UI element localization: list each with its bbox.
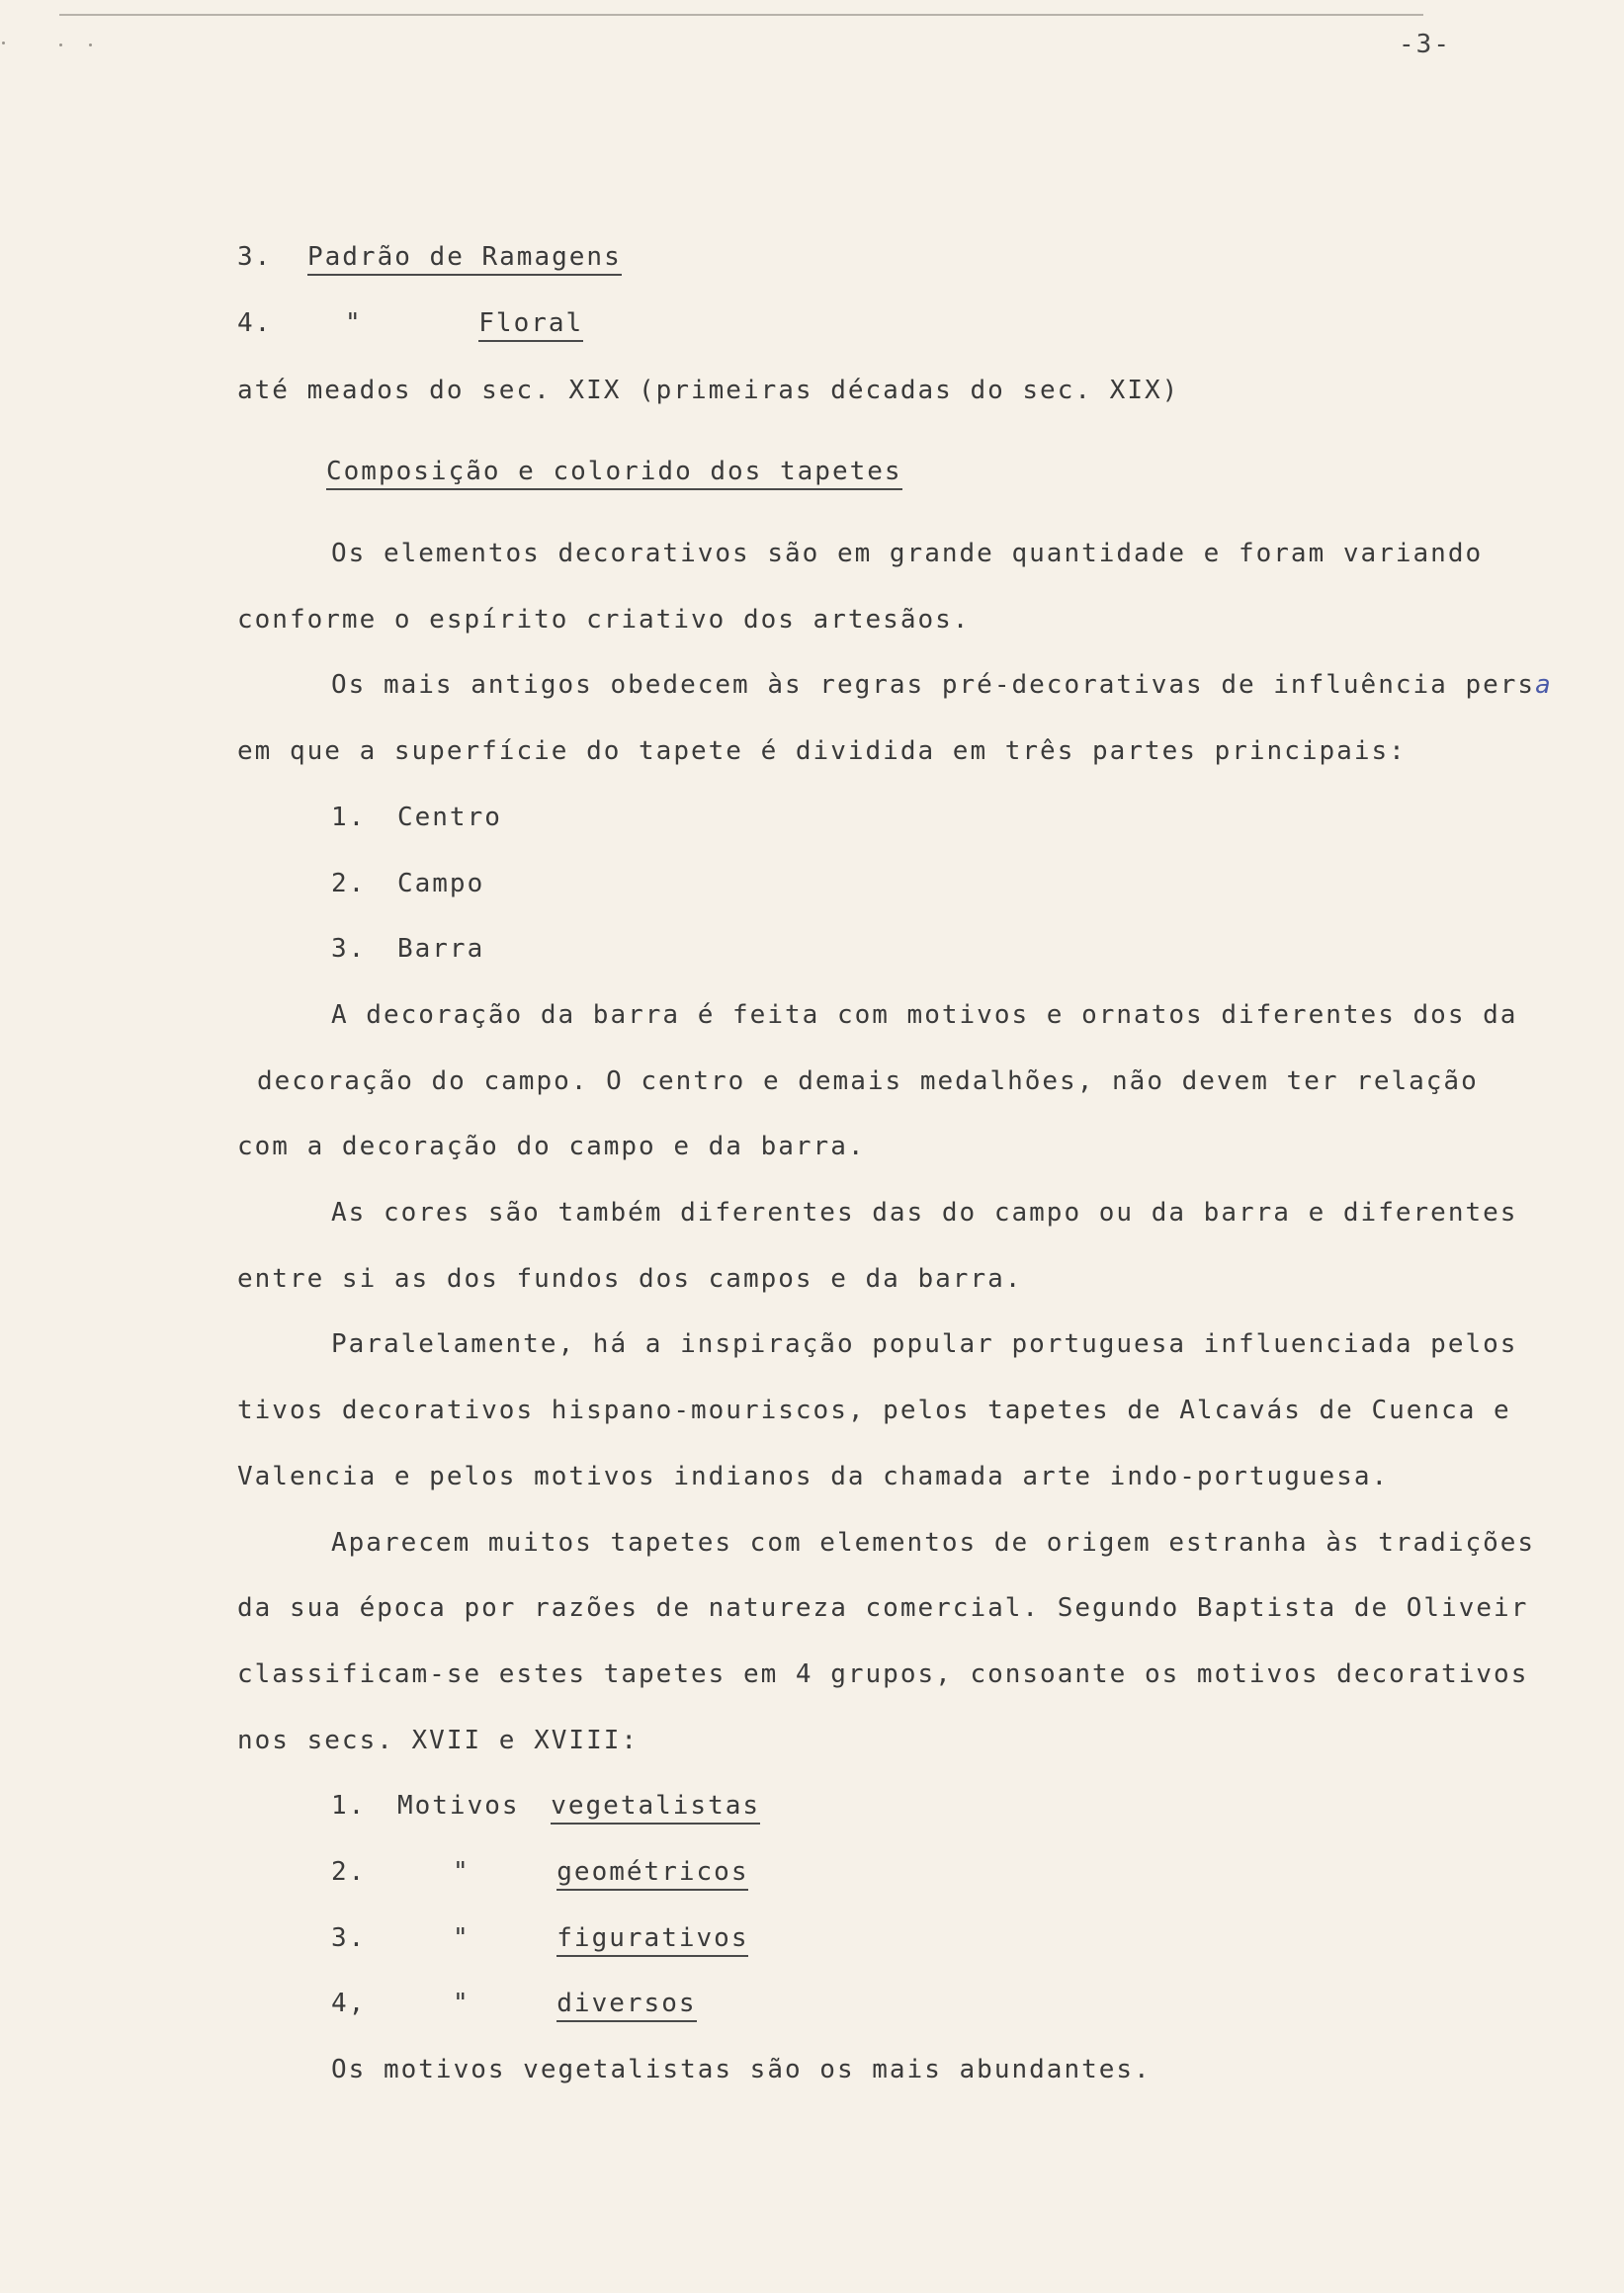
list-item [331,1923,748,1953]
handwritten-annotation: a [1535,670,1551,700]
list-text: geométricos [556,1857,748,1891]
list-item [331,1989,697,2018]
paragraph-line: classificam-se estes tapetes em 4 grupos, consoante os motivos decorativos [237,1659,1529,1689]
paragraph-line: entre si as dos fundos dos campos e da barra. [237,1264,1023,1294]
paragraph-line: nos secs. XVII e XVIII: [237,1726,640,1755]
list-number: 4. [237,308,273,338]
list-item [331,934,484,964]
paragraph-line: com a decoração do campo e da barra. [237,1132,866,1161]
edge-mark [89,43,92,46]
page-number: -3- [1399,30,1451,59]
list-number: 1. [331,1791,367,1821]
list-item [331,869,484,898]
paragraph-line: em que a superfície do tapete é dividida em três partes principais: [237,736,1407,766]
paragraph-line [331,670,1551,700]
list-text: Floral [478,308,583,342]
paragraph-text: Os mais antigos obedecem às regras pré-decorativas de influência pers [331,670,1536,700]
ditto-mark: " [452,1989,470,2018]
paragraph-line: Valencia e pelos motivos indianos da chamada arte indo-portuguesa. [237,1462,1390,1491]
list-text: diversos [556,1989,696,2022]
list-number: 2. [331,869,367,898]
top-rule [59,14,1423,16]
closing-line: Os motivos vegetalistas são os mais abundantes. [331,2055,1152,2084]
paragraph-line: A decoração da barra é feita com motivos e ornatos diferentes dos da [331,1000,1518,1030]
section-title: Composição e colorido dos tapetes [326,457,902,490]
paragraph-line: Paralelamente, há a inspiração popular portuguesa influenciada pelos [331,1329,1518,1359]
list-text: vegetalistas [551,1791,760,1825]
paragraph-line: As cores são também diferentes das do campo ou da barra e diferentes [331,1198,1518,1228]
paragraph-line: decoração do campo. O centro e demais medalhões, não devem ter relação [257,1066,1479,1096]
list-item [331,803,502,832]
paragraph-line: Os elementos decorativos são em grande quantidade e foram variando [331,539,1484,568]
ditto-mark: " [452,1923,470,1953]
list-item [331,1857,748,1887]
list-text: Campo [396,869,485,898]
list-item [331,1791,760,1821]
paragraph-line: Aparecem muitos tapetes com elementos de origem estranha às tradições [331,1528,1536,1558]
ditto-mark: " [344,308,363,338]
list-number: 3. [331,934,367,964]
list-text: Barra [396,934,485,964]
list-lead: Motivos [396,1791,520,1821]
period-line: até meados do sec. XIX (primeiras décadas do sec. XIX) [237,376,1180,405]
list-text: Padrão de Ramagens [307,242,622,276]
edge-mark [2,42,5,44]
list-number: 3. [237,242,273,272]
list-number: 2. [331,1857,367,1887]
list-number: 1. [331,803,367,832]
list-item [237,242,622,272]
list-text: Centro [396,803,502,832]
edge-mark [59,43,62,46]
list-text: figurativos [556,1923,748,1957]
ditto-mark: " [452,1857,470,1887]
paragraph-line: da sua época por razões de natureza comercial. Segundo Baptista de Oliveir [237,1593,1529,1623]
paragraph-line: conforme o espírito criativo dos artesãos. [237,605,971,635]
list-number: 4, [331,1989,367,2018]
paragraph-line: tivos decorativos hispano-mouriscos, pelos tapetes de Alcavás de Cuenca e [237,1396,1511,1425]
list-item [237,308,583,338]
list-number: 3. [331,1923,367,1953]
